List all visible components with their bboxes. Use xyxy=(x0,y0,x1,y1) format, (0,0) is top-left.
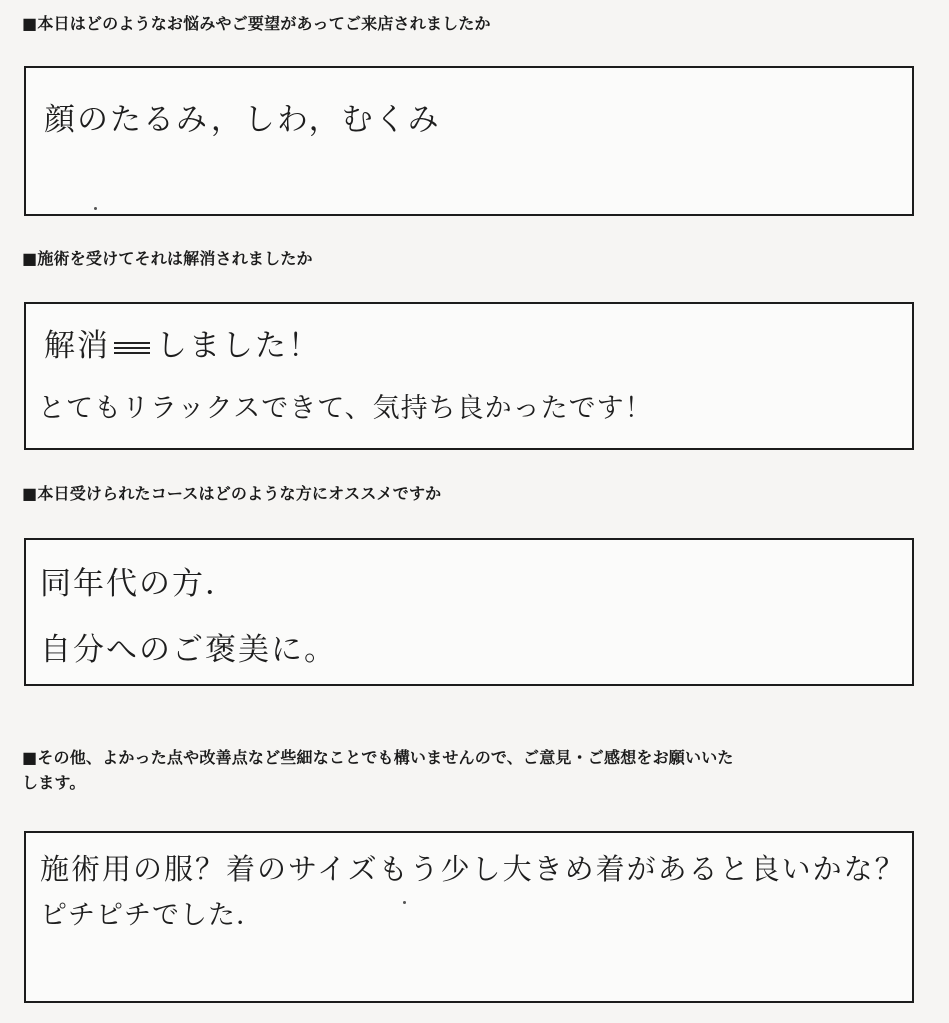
answer-box-4 xyxy=(24,831,914,1003)
answer-box-1 xyxy=(24,66,914,216)
answer-3-line-1: 同年代の方． xyxy=(40,566,238,602)
paper-speck xyxy=(403,901,406,904)
question-4-line-1: ■その他、よかった点や改善点など些細なことでも構いませんので、ご意見・ご感想をお願いいた xyxy=(22,748,734,767)
paper-speck xyxy=(94,207,97,210)
answer-2-line-2: とてもリラックスできて、気持ち良かったです！ xyxy=(38,393,653,424)
question-4-line-2: します。 xyxy=(22,773,86,792)
crossed-out-mark xyxy=(114,338,150,358)
answer-2-line-1-after: しました！ xyxy=(156,328,321,364)
question-3: ■本日受けられたコースはどのような方にオススメですか xyxy=(22,484,442,503)
answer-4-line-2: ピチピチでした． xyxy=(40,900,264,931)
answer-2-line-1-before: 解消 xyxy=(44,328,110,364)
answer-box-2 xyxy=(24,302,914,450)
question-1: ■本日はどのようなお悩みやご要望があってご来店されましたか xyxy=(22,14,491,33)
answer-1-line-1: 顔のたるみ，しわ，むくみ xyxy=(44,102,441,138)
answer-3-line-2: 自分へのご褒美に。 xyxy=(40,632,337,668)
question-2: ■施術を受けてそれは解消されましたか xyxy=(22,249,313,268)
answer-box-3 xyxy=(24,538,914,686)
answer-4-line-1: 施術用の服？着のサイズもう少し大きめ着があると良いかな？ xyxy=(40,852,906,886)
answer-2-line-1 xyxy=(44,320,321,365)
